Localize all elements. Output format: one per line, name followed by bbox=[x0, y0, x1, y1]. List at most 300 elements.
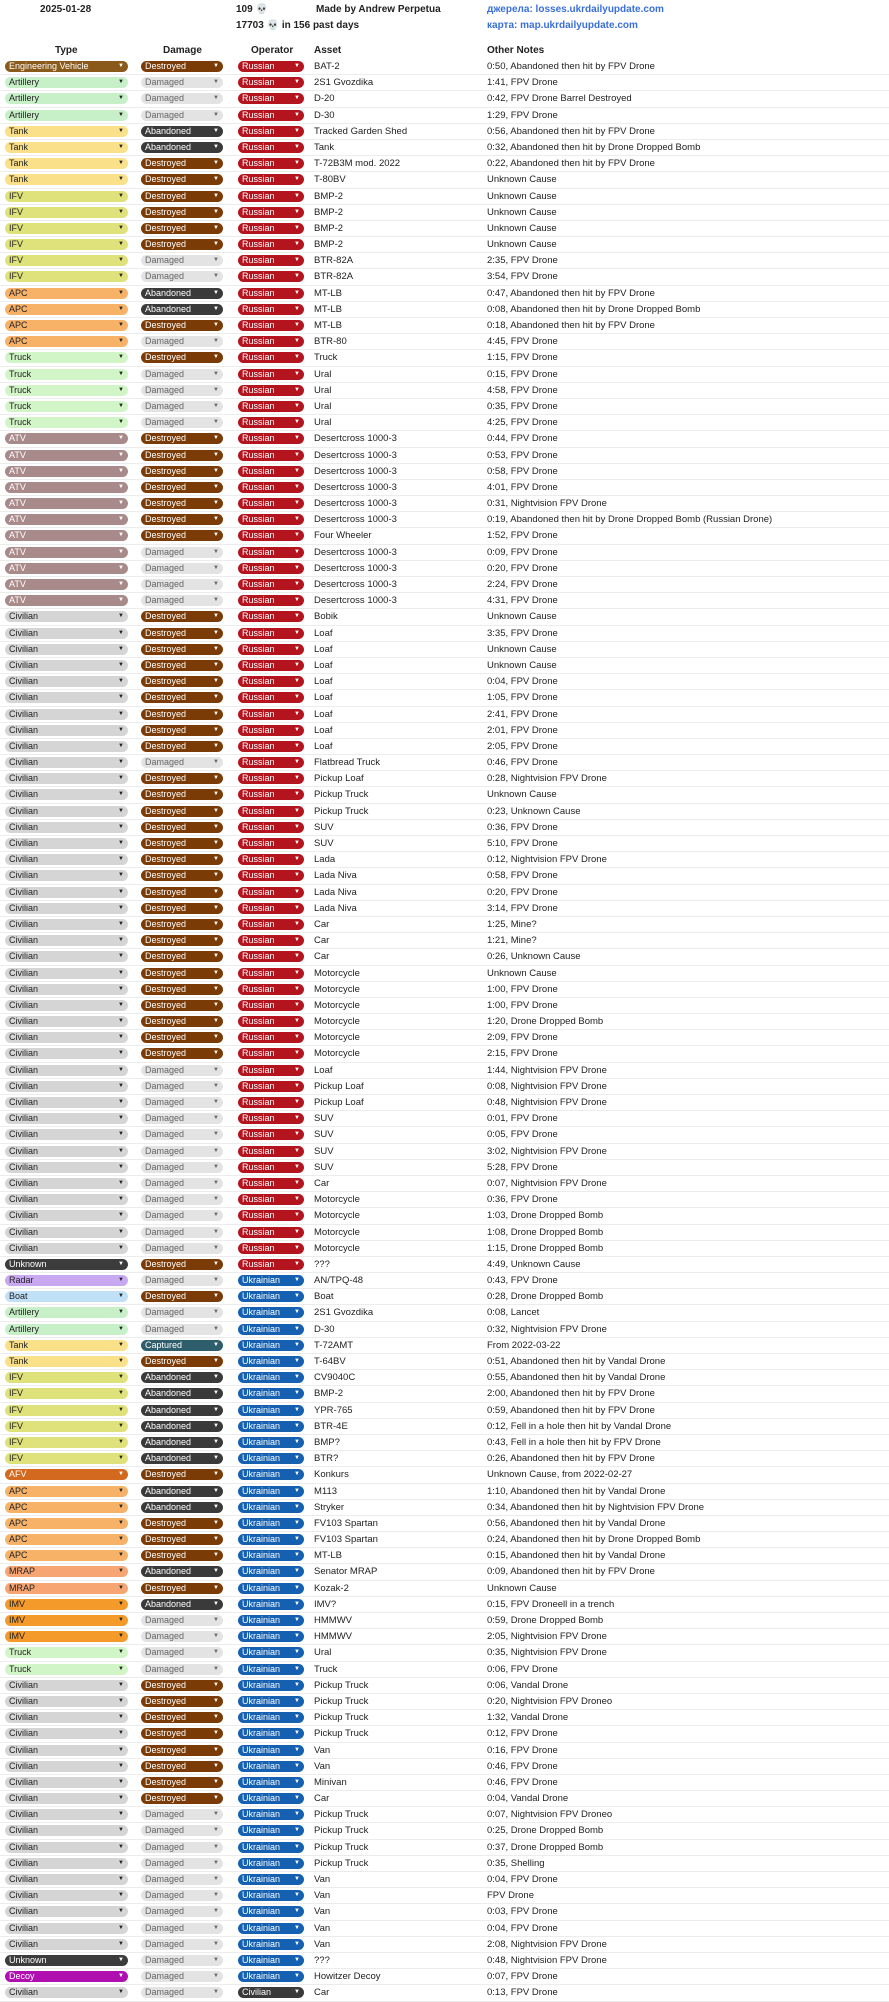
type-select[interactable] bbox=[5, 110, 128, 121]
type-select[interactable] bbox=[5, 1728, 128, 1739]
column-header-notes[interactable]: Other Notes bbox=[487, 45, 545, 56]
damage-select[interactable] bbox=[141, 417, 223, 428]
operator-select[interactable] bbox=[238, 919, 304, 930]
type-select[interactable] bbox=[5, 1793, 128, 1804]
damage-select[interactable] bbox=[141, 644, 223, 655]
damage-select[interactable] bbox=[141, 1372, 223, 1383]
type-select[interactable] bbox=[5, 1550, 128, 1561]
damage-select[interactable] bbox=[141, 968, 223, 979]
type-select[interactable] bbox=[5, 1696, 128, 1707]
operator-select[interactable] bbox=[238, 1534, 304, 1545]
type-select[interactable] bbox=[5, 1275, 128, 1286]
damage-select[interactable] bbox=[141, 611, 223, 622]
damage-select[interactable] bbox=[141, 1227, 223, 1238]
operator-select[interactable] bbox=[238, 968, 304, 979]
operator-select[interactable] bbox=[238, 271, 304, 282]
damage-select[interactable] bbox=[141, 191, 223, 202]
damage-select[interactable] bbox=[141, 1048, 223, 1059]
damage-select[interactable] bbox=[141, 385, 223, 396]
type-select[interactable] bbox=[5, 1469, 128, 1480]
damage-select[interactable] bbox=[141, 126, 223, 137]
type-select[interactable] bbox=[5, 806, 128, 817]
operator-select[interactable] bbox=[238, 1615, 304, 1626]
damage-select[interactable] bbox=[141, 1453, 223, 1464]
operator-select[interactable] bbox=[238, 1469, 304, 1480]
operator-select[interactable] bbox=[238, 450, 304, 461]
type-select[interactable] bbox=[5, 935, 128, 946]
type-select[interactable] bbox=[5, 1113, 128, 1124]
damage-select[interactable] bbox=[141, 1518, 223, 1529]
type-select[interactable] bbox=[5, 709, 128, 720]
type-select[interactable] bbox=[5, 288, 128, 299]
damage-select[interactable] bbox=[141, 1712, 223, 1723]
type-select[interactable] bbox=[5, 789, 128, 800]
damage-select[interactable] bbox=[141, 320, 223, 331]
damage-select[interactable] bbox=[141, 466, 223, 477]
operator-select[interactable] bbox=[238, 1664, 304, 1675]
type-select[interactable] bbox=[5, 692, 128, 703]
damage-select[interactable] bbox=[141, 77, 223, 88]
type-select[interactable] bbox=[5, 1664, 128, 1675]
type-select[interactable] bbox=[5, 1906, 128, 1917]
type-select[interactable] bbox=[5, 757, 128, 768]
damage-select[interactable] bbox=[141, 1599, 223, 1610]
operator-select[interactable] bbox=[238, 709, 304, 720]
type-select[interactable] bbox=[5, 579, 128, 590]
damage-select[interactable] bbox=[141, 984, 223, 995]
operator-select[interactable] bbox=[238, 692, 304, 703]
damage-select[interactable] bbox=[141, 1210, 223, 1221]
operator-select[interactable] bbox=[238, 1599, 304, 1610]
damage-select[interactable] bbox=[141, 1680, 223, 1691]
damage-select[interactable] bbox=[141, 369, 223, 380]
damage-select[interactable] bbox=[141, 110, 223, 121]
type-select[interactable] bbox=[5, 352, 128, 363]
damage-select[interactable] bbox=[141, 352, 223, 363]
operator-select[interactable] bbox=[238, 1000, 304, 1011]
damage-select[interactable] bbox=[141, 1939, 223, 1950]
type-select[interactable] bbox=[5, 1421, 128, 1432]
type-select[interactable] bbox=[5, 1923, 128, 1934]
operator-select[interactable] bbox=[238, 1631, 304, 1642]
type-select[interactable] bbox=[5, 417, 128, 428]
type-select[interactable] bbox=[5, 271, 128, 282]
operator-select[interactable] bbox=[238, 1437, 304, 1448]
operator-select[interactable] bbox=[238, 1388, 304, 1399]
operator-select[interactable] bbox=[238, 1680, 304, 1691]
damage-select[interactable] bbox=[141, 1971, 223, 1982]
damage-select[interactable] bbox=[141, 1923, 223, 1934]
operator-select[interactable] bbox=[238, 1842, 304, 1853]
operator-select[interactable] bbox=[238, 126, 304, 137]
operator-select[interactable] bbox=[238, 1307, 304, 1318]
type-select[interactable] bbox=[5, 1858, 128, 1869]
damage-select[interactable] bbox=[141, 1178, 223, 1189]
operator-select[interactable] bbox=[238, 191, 304, 202]
damage-select[interactable] bbox=[141, 1745, 223, 1756]
type-select[interactable] bbox=[5, 1324, 128, 1335]
operator-select[interactable] bbox=[238, 1178, 304, 1189]
type-select[interactable] bbox=[5, 1340, 128, 1351]
type-select[interactable] bbox=[5, 401, 128, 412]
operator-select[interactable] bbox=[238, 1291, 304, 1302]
operator-select[interactable] bbox=[238, 239, 304, 250]
type-select[interactable] bbox=[5, 1874, 128, 1885]
type-select[interactable] bbox=[5, 1955, 128, 1966]
damage-select[interactable] bbox=[141, 1065, 223, 1076]
damage-select[interactable] bbox=[141, 1761, 223, 1772]
damage-select[interactable] bbox=[141, 401, 223, 412]
type-select[interactable] bbox=[5, 1405, 128, 1416]
operator-select[interactable] bbox=[238, 1453, 304, 1464]
type-select[interactable] bbox=[5, 1259, 128, 1270]
operator-select[interactable] bbox=[238, 806, 304, 817]
operator-select[interactable] bbox=[238, 838, 304, 849]
operator-select[interactable] bbox=[238, 1712, 304, 1723]
operator-select[interactable] bbox=[238, 223, 304, 234]
type-select[interactable] bbox=[5, 984, 128, 995]
operator-select[interactable] bbox=[238, 870, 304, 881]
damage-select[interactable] bbox=[141, 1388, 223, 1399]
operator-select[interactable] bbox=[238, 1324, 304, 1335]
operator-select[interactable] bbox=[238, 288, 304, 299]
type-select[interactable] bbox=[5, 1987, 128, 1998]
operator-select[interactable] bbox=[238, 1728, 304, 1739]
damage-select[interactable] bbox=[141, 1534, 223, 1545]
type-select[interactable] bbox=[5, 1680, 128, 1691]
operator-select[interactable] bbox=[238, 854, 304, 865]
type-select[interactable] bbox=[5, 547, 128, 558]
damage-select[interactable] bbox=[141, 951, 223, 962]
type-select[interactable] bbox=[5, 870, 128, 881]
operator-select[interactable] bbox=[238, 628, 304, 639]
type-select[interactable] bbox=[5, 207, 128, 218]
type-select[interactable] bbox=[5, 1194, 128, 1205]
operator-select[interactable] bbox=[238, 1243, 304, 1254]
type-select[interactable] bbox=[5, 1065, 128, 1076]
damage-select[interactable] bbox=[141, 288, 223, 299]
damage-select[interactable] bbox=[141, 1243, 223, 1254]
type-select[interactable] bbox=[5, 304, 128, 315]
damage-select[interactable] bbox=[141, 1469, 223, 1480]
operator-select[interactable] bbox=[238, 1146, 304, 1157]
operator-select[interactable] bbox=[238, 660, 304, 671]
operator-select[interactable] bbox=[238, 1793, 304, 1804]
type-select[interactable] bbox=[5, 1599, 128, 1610]
type-select[interactable] bbox=[5, 1227, 128, 1238]
operator-select[interactable] bbox=[238, 1939, 304, 1950]
type-select[interactable] bbox=[5, 628, 128, 639]
type-select[interactable] bbox=[5, 482, 128, 493]
damage-select[interactable] bbox=[141, 1696, 223, 1707]
damage-select[interactable] bbox=[141, 1097, 223, 1108]
operator-select[interactable] bbox=[238, 789, 304, 800]
operator-select[interactable] bbox=[238, 1405, 304, 1416]
operator-select[interactable] bbox=[238, 1097, 304, 1108]
damage-select[interactable] bbox=[141, 1647, 223, 1658]
type-select[interactable] bbox=[5, 369, 128, 380]
damage-select[interactable] bbox=[141, 838, 223, 849]
type-select[interactable] bbox=[5, 1745, 128, 1756]
operator-select[interactable] bbox=[238, 1048, 304, 1059]
damage-select[interactable] bbox=[141, 1777, 223, 1788]
damage-select[interactable] bbox=[141, 514, 223, 525]
damage-select[interactable] bbox=[141, 692, 223, 703]
operator-select[interactable] bbox=[238, 1825, 304, 1836]
operator-select[interactable] bbox=[238, 207, 304, 218]
operator-select[interactable] bbox=[238, 1486, 304, 1497]
operator-select[interactable] bbox=[238, 1987, 304, 1998]
operator-select[interactable] bbox=[238, 1194, 304, 1205]
type-select[interactable] bbox=[5, 466, 128, 477]
type-select[interactable] bbox=[5, 1372, 128, 1383]
operator-select[interactable] bbox=[238, 741, 304, 752]
operator-select[interactable] bbox=[238, 887, 304, 898]
operator-select[interactable] bbox=[238, 385, 304, 396]
damage-select[interactable] bbox=[141, 1129, 223, 1140]
operator-select[interactable] bbox=[238, 304, 304, 315]
type-select[interactable] bbox=[5, 530, 128, 541]
operator-select[interactable] bbox=[238, 514, 304, 525]
operator-select[interactable] bbox=[238, 77, 304, 88]
damage-select[interactable] bbox=[141, 482, 223, 493]
type-select[interactable] bbox=[5, 158, 128, 169]
type-select[interactable] bbox=[5, 1243, 128, 1254]
damage-select[interactable] bbox=[141, 174, 223, 185]
operator-select[interactable] bbox=[238, 142, 304, 153]
type-select[interactable] bbox=[5, 61, 128, 72]
operator-select[interactable] bbox=[238, 1923, 304, 1934]
damage-select[interactable] bbox=[141, 725, 223, 736]
type-select[interactable] bbox=[5, 1081, 128, 1092]
operator-select[interactable] bbox=[238, 1906, 304, 1917]
damage-select[interactable] bbox=[141, 304, 223, 315]
type-select[interactable] bbox=[5, 741, 128, 752]
column-header-damage[interactable]: Damage bbox=[163, 45, 202, 56]
operator-select[interactable] bbox=[238, 984, 304, 995]
operator-select[interactable] bbox=[238, 822, 304, 833]
operator-select[interactable] bbox=[238, 1275, 304, 1286]
damage-select[interactable] bbox=[141, 1890, 223, 1901]
type-select[interactable] bbox=[5, 1032, 128, 1043]
type-select[interactable] bbox=[5, 1971, 128, 1982]
type-select[interactable] bbox=[5, 1631, 128, 1642]
operator-select[interactable] bbox=[238, 563, 304, 574]
operator-select[interactable] bbox=[238, 1518, 304, 1529]
damage-select[interactable] bbox=[141, 1874, 223, 1885]
type-select[interactable] bbox=[5, 1534, 128, 1545]
map-link[interactable]: карта: map.ukrdailyupdate.com bbox=[487, 20, 638, 31]
operator-select[interactable] bbox=[238, 433, 304, 444]
type-select[interactable] bbox=[5, 611, 128, 622]
damage-select[interactable] bbox=[141, 336, 223, 347]
damage-select[interactable] bbox=[141, 579, 223, 590]
type-select[interactable] bbox=[5, 223, 128, 234]
type-select[interactable] bbox=[5, 1453, 128, 1464]
operator-select[interactable] bbox=[238, 1016, 304, 1027]
type-select[interactable] bbox=[5, 644, 128, 655]
damage-select[interactable] bbox=[141, 1291, 223, 1302]
type-select[interactable] bbox=[5, 595, 128, 606]
operator-select[interactable] bbox=[238, 369, 304, 380]
type-select[interactable] bbox=[5, 822, 128, 833]
type-select[interactable] bbox=[5, 1437, 128, 1448]
type-select[interactable] bbox=[5, 854, 128, 865]
damage-select[interactable] bbox=[141, 628, 223, 639]
operator-select[interactable] bbox=[238, 498, 304, 509]
operator-select[interactable] bbox=[238, 93, 304, 104]
damage-select[interactable] bbox=[141, 935, 223, 946]
type-select[interactable] bbox=[5, 1939, 128, 1950]
damage-select[interactable] bbox=[141, 1793, 223, 1804]
type-select[interactable] bbox=[5, 93, 128, 104]
damage-select[interactable] bbox=[141, 1275, 223, 1286]
operator-select[interactable] bbox=[238, 1227, 304, 1238]
operator-select[interactable] bbox=[238, 320, 304, 331]
type-select[interactable] bbox=[5, 838, 128, 849]
type-select[interactable] bbox=[5, 1890, 128, 1901]
damage-select[interactable] bbox=[141, 1421, 223, 1432]
type-select[interactable] bbox=[5, 255, 128, 266]
operator-select[interactable] bbox=[238, 1874, 304, 1885]
operator-select[interactable] bbox=[238, 417, 304, 428]
type-select[interactable] bbox=[5, 1777, 128, 1788]
type-select[interactable] bbox=[5, 174, 128, 185]
operator-select[interactable] bbox=[238, 61, 304, 72]
damage-select[interactable] bbox=[141, 1825, 223, 1836]
operator-select[interactable] bbox=[238, 644, 304, 655]
damage-select[interactable] bbox=[141, 61, 223, 72]
type-select[interactable] bbox=[5, 1178, 128, 1189]
damage-select[interactable] bbox=[141, 1502, 223, 1513]
operator-select[interactable] bbox=[238, 547, 304, 558]
type-select[interactable] bbox=[5, 1566, 128, 1577]
operator-select[interactable] bbox=[238, 1761, 304, 1772]
type-select[interactable] bbox=[5, 320, 128, 331]
damage-select[interactable] bbox=[141, 887, 223, 898]
type-select[interactable] bbox=[5, 919, 128, 930]
damage-select[interactable] bbox=[141, 660, 223, 671]
damage-select[interactable] bbox=[141, 1550, 223, 1561]
operator-select[interactable] bbox=[238, 158, 304, 169]
operator-select[interactable] bbox=[238, 611, 304, 622]
type-select[interactable] bbox=[5, 660, 128, 671]
type-select[interactable] bbox=[5, 385, 128, 396]
type-select[interactable] bbox=[5, 514, 128, 525]
type-select[interactable] bbox=[5, 1825, 128, 1836]
operator-select[interactable] bbox=[238, 676, 304, 687]
operator-select[interactable] bbox=[238, 1777, 304, 1788]
damage-select[interactable] bbox=[141, 1955, 223, 1966]
operator-select[interactable] bbox=[238, 336, 304, 347]
type-select[interactable] bbox=[5, 450, 128, 461]
damage-select[interactable] bbox=[141, 789, 223, 800]
damage-select[interactable] bbox=[141, 142, 223, 153]
damage-select[interactable] bbox=[141, 239, 223, 250]
type-select[interactable] bbox=[5, 1210, 128, 1221]
type-select[interactable] bbox=[5, 1502, 128, 1513]
damage-select[interactable] bbox=[141, 1437, 223, 1448]
operator-select[interactable] bbox=[238, 1566, 304, 1577]
operator-select[interactable] bbox=[238, 1113, 304, 1124]
damage-select[interactable] bbox=[141, 709, 223, 720]
operator-select[interactable] bbox=[238, 595, 304, 606]
operator-select[interactable] bbox=[238, 1696, 304, 1707]
type-select[interactable] bbox=[5, 239, 128, 250]
damage-select[interactable] bbox=[141, 1340, 223, 1351]
type-select[interactable] bbox=[5, 142, 128, 153]
operator-select[interactable] bbox=[238, 1809, 304, 1820]
type-select[interactable] bbox=[5, 1097, 128, 1108]
damage-select[interactable] bbox=[141, 1842, 223, 1853]
type-select[interactable] bbox=[5, 1129, 128, 1140]
column-header-operator[interactable]: Operator bbox=[251, 45, 294, 56]
sources-link[interactable]: джерела: losses.ukrdailyupdate.com bbox=[487, 4, 664, 15]
damage-select[interactable] bbox=[141, 498, 223, 509]
damage-select[interactable] bbox=[141, 158, 223, 169]
damage-select[interactable] bbox=[141, 271, 223, 282]
damage-select[interactable] bbox=[141, 854, 223, 865]
damage-select[interactable] bbox=[141, 1566, 223, 1577]
type-select[interactable] bbox=[5, 1809, 128, 1820]
type-select[interactable] bbox=[5, 1162, 128, 1173]
operator-select[interactable] bbox=[238, 951, 304, 962]
damage-select[interactable] bbox=[141, 1146, 223, 1157]
operator-select[interactable] bbox=[238, 1210, 304, 1221]
damage-select[interactable] bbox=[141, 1162, 223, 1173]
damage-select[interactable] bbox=[141, 1405, 223, 1416]
damage-select[interactable] bbox=[141, 1032, 223, 1043]
type-select[interactable] bbox=[5, 1146, 128, 1157]
damage-select[interactable] bbox=[141, 1307, 223, 1318]
type-select[interactable] bbox=[5, 968, 128, 979]
damage-select[interactable] bbox=[141, 433, 223, 444]
damage-select[interactable] bbox=[141, 903, 223, 914]
damage-select[interactable] bbox=[141, 1016, 223, 1027]
operator-select[interactable] bbox=[238, 530, 304, 541]
type-select[interactable] bbox=[5, 191, 128, 202]
damage-select[interactable] bbox=[141, 741, 223, 752]
damage-select[interactable] bbox=[141, 757, 223, 768]
type-select[interactable] bbox=[5, 1356, 128, 1367]
operator-select[interactable] bbox=[238, 579, 304, 590]
operator-select[interactable] bbox=[238, 1550, 304, 1561]
type-select[interactable] bbox=[5, 1842, 128, 1853]
type-select[interactable] bbox=[5, 1615, 128, 1626]
damage-select[interactable] bbox=[141, 1858, 223, 1869]
type-select[interactable] bbox=[5, 1647, 128, 1658]
operator-select[interactable] bbox=[238, 1259, 304, 1270]
operator-select[interactable] bbox=[238, 1032, 304, 1043]
damage-select[interactable] bbox=[141, 595, 223, 606]
operator-select[interactable] bbox=[238, 1372, 304, 1383]
operator-select[interactable] bbox=[238, 352, 304, 363]
operator-select[interactable] bbox=[238, 1421, 304, 1432]
operator-select[interactable] bbox=[238, 773, 304, 784]
type-select[interactable] bbox=[5, 1761, 128, 1772]
damage-select[interactable] bbox=[141, 1113, 223, 1124]
damage-select[interactable] bbox=[141, 530, 223, 541]
column-header-type[interactable]: Type bbox=[55, 45, 78, 56]
type-select[interactable] bbox=[5, 773, 128, 784]
type-select[interactable] bbox=[5, 126, 128, 137]
operator-select[interactable] bbox=[238, 1971, 304, 1982]
damage-select[interactable] bbox=[141, 255, 223, 266]
damage-select[interactable] bbox=[141, 1000, 223, 1011]
damage-select[interactable] bbox=[141, 223, 223, 234]
damage-select[interactable] bbox=[141, 207, 223, 218]
operator-select[interactable] bbox=[238, 1858, 304, 1869]
